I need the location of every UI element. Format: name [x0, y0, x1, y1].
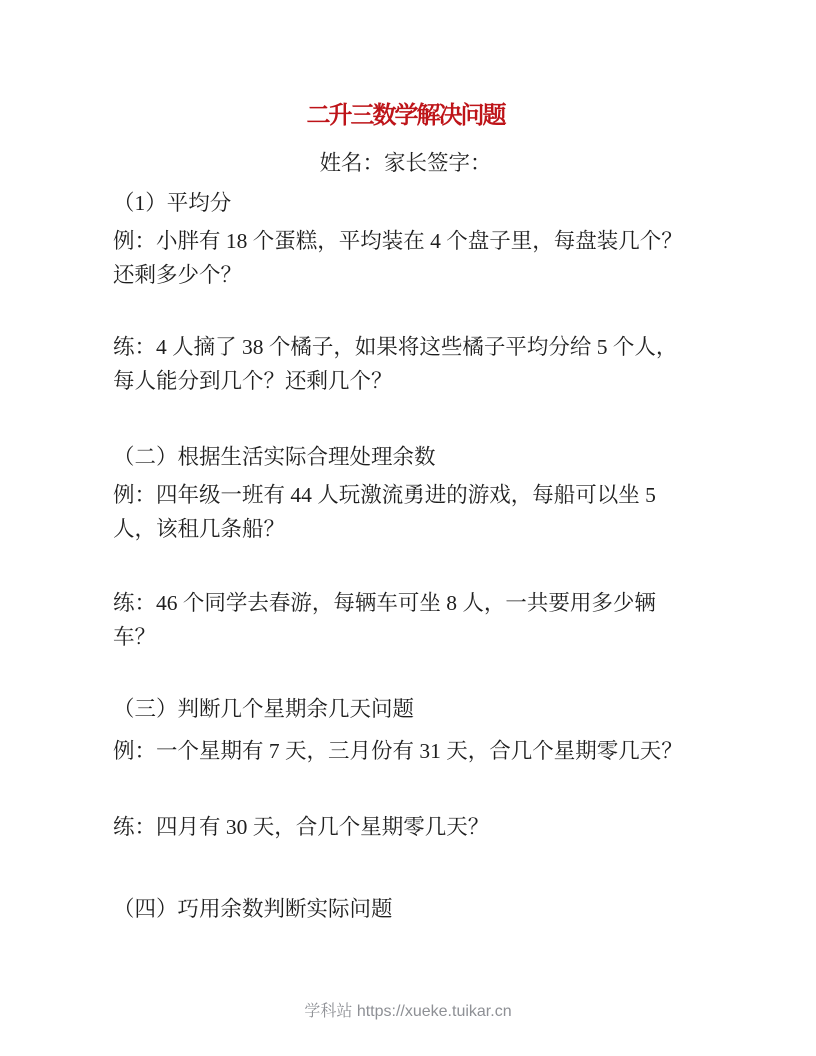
section-heading: （三）判断几个星期余几天问题 — [113, 697, 415, 721]
section-heading: （四）巧用余数判断实际问题 — [113, 897, 393, 921]
example-problem: 例：小胖有 18 个蛋糕，平均装在 4 个盘子里，每盘装几个？还剩多少个？ — [113, 229, 683, 287]
section-heading: （1）平均分 — [113, 191, 232, 215]
page-title: 二升三数学解决问题 — [306, 103, 505, 129]
example-problem: 例：一个星期有 7 天，三月份有 31 天，合几个星期零几天？ — [113, 739, 683, 763]
section-heading: （二）根据生活实际合理处理余数 — [113, 445, 436, 469]
section-use-remainder — [113, 892, 698, 926]
example-problem: 例：四年级一班有 44 人玩激流勇进的游戏，每船可以坐 5 人，该租几条船？ — [113, 483, 656, 541]
practice-problem: 练：4 人摘了 38 个橘子，如果将这些橘子平均分给 5 个人，每人能分到几个？还剩几个？ — [113, 335, 678, 393]
name-signature-line: 姓名：家长签字： — [319, 151, 492, 175]
section-weeks-and-days — [113, 692, 698, 844]
practice-problem: 练：四月有 30 天，合几个星期零几天？ — [113, 815, 490, 839]
practice-problem: 练：46 个同学去春游，每辆车可坐 8 人，一共要用多少辆车？ — [113, 591, 656, 649]
section-average-division — [113, 186, 698, 398]
footer-watermark: 学科站 https://xueke.tuikar.cn — [304, 1003, 512, 1020]
section-handle-remainder — [113, 440, 698, 654]
